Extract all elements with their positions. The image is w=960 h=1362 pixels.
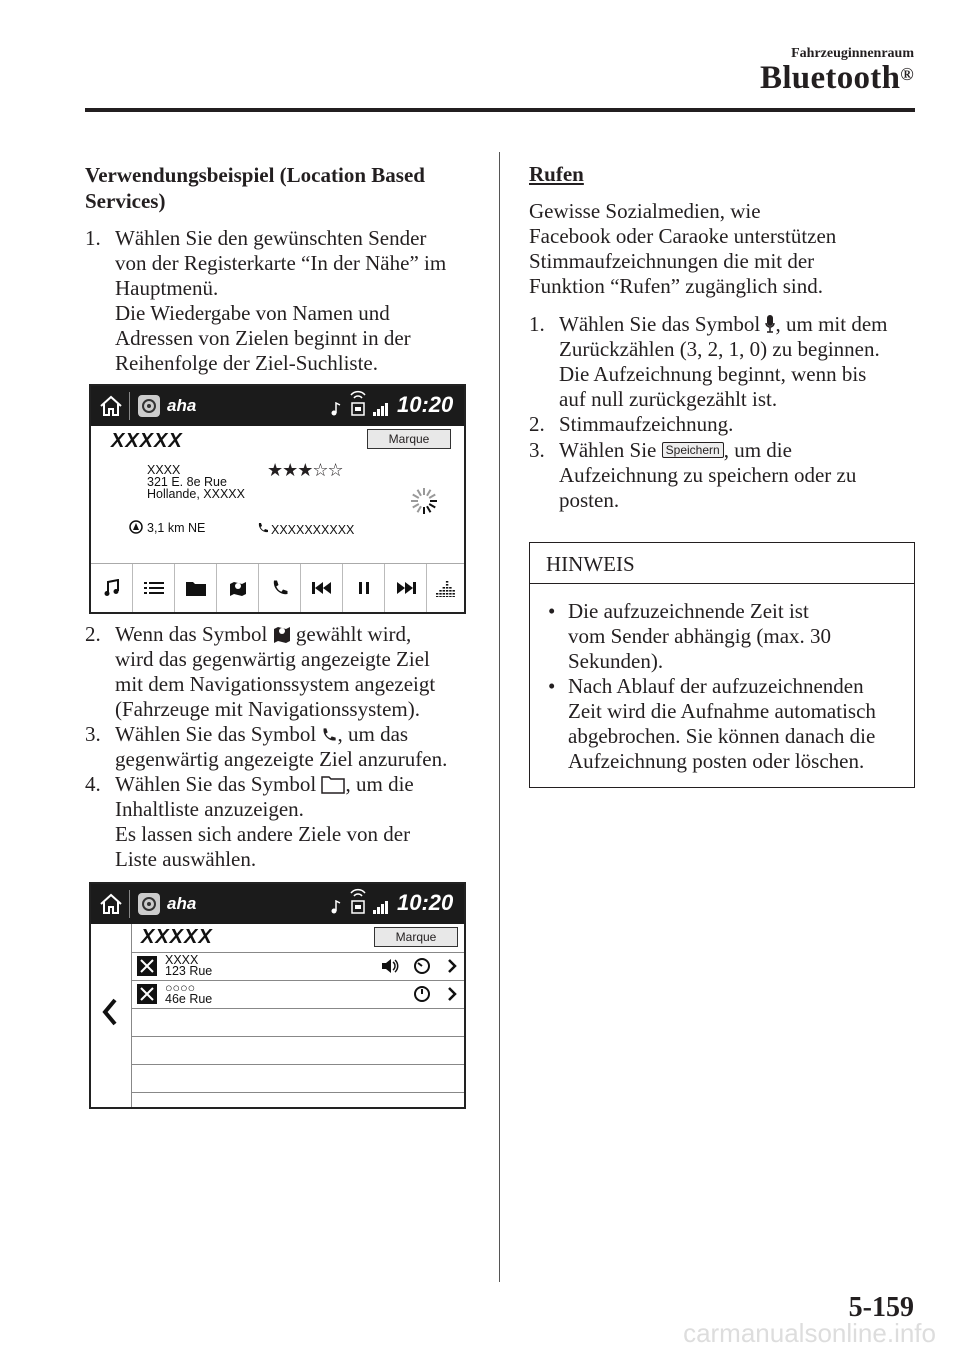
app-name: aha	[167, 894, 197, 913]
list-item-address: 46e Rue	[165, 992, 213, 1006]
previous-button[interactable]	[301, 564, 343, 612]
watermark: carmanualsonline.info	[683, 1318, 936, 1348]
pause-icon	[358, 581, 370, 595]
app-name: aha	[167, 396, 197, 415]
signal-tower-icon	[347, 887, 369, 917]
phone-icon	[321, 726, 337, 744]
map-icon	[228, 578, 248, 598]
signal-tower-icon	[347, 389, 369, 419]
aha-list-screen	[89, 882, 466, 1109]
header-rule	[85, 108, 915, 112]
chevron-right-icon	[447, 986, 457, 1002]
phone-number: XXXXXXXXXX	[271, 523, 355, 537]
map-icon	[273, 622, 291, 644]
folder-icon	[321, 774, 345, 794]
distance: 3,1 km NE	[147, 521, 206, 535]
signal-strength-icon	[373, 402, 391, 416]
thumbnail-placeholder-icon	[137, 956, 157, 976]
phone-icon[interactable]	[257, 522, 269, 534]
list-button[interactable]	[133, 564, 175, 612]
list-icon	[144, 581, 164, 595]
signal-strength-icon	[373, 900, 391, 914]
screen-body	[91, 426, 464, 612]
timer-icon	[413, 985, 431, 1003]
clock: 10:20	[397, 392, 454, 417]
note-box: HINWEIS • Die aufzuzeichnende Zeit ist vom Sender abhängig (max. 30 Sekunden). • Nach Ablauf der aufzuzeichnenden Zeit wird die Aufnahme automatisch abgebrochen. Sie können danach die Aufzeichnung posten oder löschen.	[529, 542, 915, 788]
home-icon[interactable]	[99, 893, 123, 915]
pause-button[interactable]	[343, 564, 385, 612]
aha-logo-icon	[137, 394, 161, 418]
equalizer-button[interactable]	[427, 564, 464, 612]
list-header	[131, 924, 464, 953]
music-icon	[104, 579, 120, 597]
marque-button[interactable]: Marque	[374, 927, 458, 947]
list-item-address: 123 Rue	[165, 964, 213, 978]
phone-icon	[271, 579, 289, 597]
back-button[interactable]	[91, 924, 132, 1107]
column-divider	[499, 152, 500, 1282]
bottom-toolbar	[91, 563, 464, 612]
left-heading: Verwendungsbeispiel (Location Based Services)	[85, 163, 425, 213]
list-item[interactable]	[131, 953, 464, 981]
note-header: HINWEIS	[530, 543, 914, 584]
thumbnail-placeholder-icon	[137, 984, 157, 1004]
speichern-button-icon: Speichern	[662, 442, 724, 458]
previous-track-icon	[312, 581, 332, 595]
destination-address-1: 321 E. 8e Rue	[147, 475, 227, 489]
list-item-name: XXXX	[165, 953, 199, 967]
music-note-icon	[331, 402, 341, 416]
speaker-icon	[381, 958, 399, 974]
list-item-empty	[131, 1009, 464, 1037]
aha-logo-icon	[137, 892, 161, 916]
map-button[interactable]	[217, 564, 259, 612]
rating-stars: ★★★☆☆	[267, 460, 343, 480]
destination-address-2: Hollande, XXXXX	[147, 487, 245, 501]
home-icon[interactable]	[99, 395, 123, 417]
marque-button[interactable]: Marque	[367, 429, 451, 449]
microphone-icon	[765, 314, 775, 334]
call-button[interactable]	[259, 564, 301, 612]
chevron-left-icon	[101, 998, 119, 1026]
station-title: XXXXX	[141, 926, 213, 948]
page-number: 5-159	[848, 1292, 914, 1323]
loading-spinner-icon	[409, 486, 439, 516]
clock: 10:20	[397, 890, 454, 915]
screen-status-bar	[91, 386, 464, 427]
station-title: XXXXX	[111, 430, 183, 452]
next-track-icon	[396, 581, 416, 595]
section-title: Fahrzeuginnenraum	[791, 46, 914, 61]
screen-body	[91, 924, 464, 1107]
equalizer-icon	[436, 579, 456, 597]
music-button[interactable]	[91, 564, 133, 612]
list-item[interactable]	[131, 981, 464, 1009]
right-heading: Rufen	[529, 162, 584, 186]
chevron-right-icon	[447, 958, 457, 974]
next-button[interactable]	[385, 564, 427, 612]
chapter-title: Bluetooth®	[760, 60, 914, 96]
right-intro: Gewisse Sozialmedien, wie Facebook oder Caraoke unterstützen Stimmaufzeichnungen die mit der Funktion “Rufen” zugänglich sind.	[529, 199, 837, 298]
list-item-empty	[131, 1093, 464, 1109]
aha-detail-screen	[89, 384, 466, 614]
music-note-icon	[331, 900, 341, 914]
folder-button[interactable]	[175, 564, 217, 612]
list-item-empty	[131, 1065, 464, 1093]
timer-icon	[413, 957, 431, 975]
screen-status-bar	[91, 884, 464, 925]
compass-icon	[129, 520, 143, 534]
list-item-name: ○○○○	[165, 981, 196, 995]
destination-name: XXXX	[147, 463, 181, 477]
list-item-empty	[131, 1037, 464, 1065]
folder-icon	[186, 580, 206, 596]
